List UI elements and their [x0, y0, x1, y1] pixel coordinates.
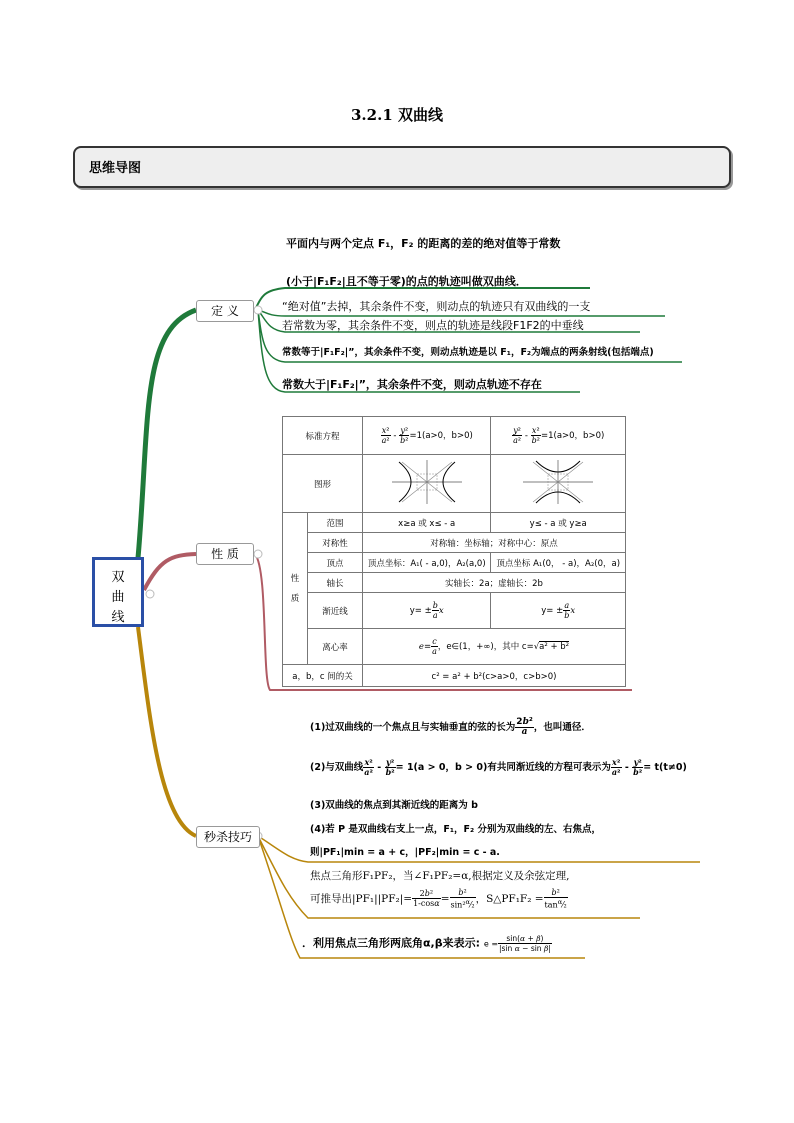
- tip-3: (3)双曲线的焦点到其渐近线的距离为 b: [310, 800, 478, 811]
- tip-5b: 可推导出|PF₁||PF₂|= $\frac{\text{2b²}}{1-\cos\alpha}$ = $\frac{\text{b²}}{\sin^2^\alpha⁄_2}$ ，S△PF₁F₂ = $\frac{\text{b²}}{\tan^\alpha⁄_2}$: [310, 888, 567, 910]
- definition-line-0: 平面内与两个定点 F₁，F₂ 的距离的差的绝对值等于常数: [286, 237, 561, 250]
- row-relation-label: a，b，c 间的关: [283, 665, 363, 687]
- asymptote-1: y= ± $\frac{b}{a}$ x: [363, 593, 491, 629]
- graph-horizontal: [363, 455, 491, 513]
- properties-table: [282, 416, 626, 687]
- row-range-label: 范围: [308, 513, 363, 533]
- center-node: [92, 557, 144, 627]
- definition-line-2: “绝对值”去掉，其余条件不变，则动点的轨迹只有双曲线的一支: [282, 300, 591, 313]
- definition-line-5: 常数大于|F₁F₂|”，其余条件不变，则动点轨迹不存在: [282, 378, 542, 391]
- row-axis-label: 轴长: [308, 573, 363, 593]
- definition-node: 定 义: [196, 300, 254, 322]
- axis-value: 实轴长：2a；虚轴长：2b: [363, 573, 626, 593]
- symmetry-value: 对称轴：坐标轴；对称中心：原点: [363, 533, 626, 553]
- banner-label: 思维导图: [89, 161, 142, 176]
- tips-node: 秒杀技巧: [196, 826, 260, 848]
- properties-node: 性 质: [196, 543, 254, 565]
- graph-vertical: [491, 455, 626, 513]
- vertex-1: 顶点坐标：A₁( - a,0)，A₂(a,0): [363, 553, 491, 573]
- asymptote-2: y= ± $\frac{a}{b}$ x: [491, 593, 626, 629]
- definition-line-1: (小于|F₁F₂|且不等于零)的点的轨迹叫做双曲线．: [286, 275, 527, 288]
- side-label: 性 质: [283, 513, 308, 665]
- eccentricity-value: e= $\frac{c}{a}$ ，e∈(1，+∞)，其中 c=√a² + b²: [363, 629, 626, 665]
- row-eccentricity-label: 离心率: [308, 629, 363, 665]
- page-title: 3.2.1 双曲线: [351, 106, 443, 124]
- std-eq-1: $\frac{\text{x²}}{\text{a²}}$ - $\frac{\text{y²}}{\text{b²}}$ =1(a>0，b>0): [363, 417, 491, 455]
- tip-4: (4)若 P 是双曲线右支上一点，F₁，F₂ 分别为双曲线的左、右焦点，: [310, 824, 601, 835]
- std-eq-2: $\frac{\text{y²}}{\text{a²}}$ - $\frac{\text{x²}}{\text{b²}}$ =1(a>0，b>0): [491, 417, 626, 455]
- range-2: y≤ - a 或 y≥a: [491, 513, 626, 533]
- definition-line-4: 常数等于|F₁F₂|”，其余条件不变，则动点轨迹是以 F₁，F₂为端点的两条射线(包括端点): [282, 347, 654, 358]
- vertex-2: 顶点坐标 A₁(0， - a)，A₂(0，a): [491, 553, 626, 573]
- center-label: 双曲线: [111, 570, 125, 625]
- row-std-eq-label: 标准方程: [283, 417, 363, 455]
- definition-line-3: 若常数为零，其余条件不变，则点的轨迹是线段F1F2的中垂线: [282, 319, 584, 332]
- hyperbola-vertical-graph: [518, 457, 598, 507]
- relation-value: c² = a² + b²(c>a>0，c>b>0): [363, 665, 626, 687]
- tip-2: (2)与双曲线 $\frac{\text{x²}}{\text{a²}}$ - $\frac{\text{y²}}{\text{b²}}$ = 1(a > 0，b > 0)有共同渐近线的方程可表示为 $\frac{\text{x²}}{\text{a²}}$ - $\frac{\text{y²}}{\text{b²}}$ = t(t≠0): [310, 757, 687, 777]
- row-symmetry-label: 对称性: [308, 533, 363, 553]
- hyperbola-horizontal-graph: [387, 457, 467, 507]
- tip-1: (1)过双曲线的一个焦点且与实轴垂直的弦的长为 $\frac{\text{2b²}}{a}$ ，也叫通径．: [310, 717, 591, 737]
- row-asymptote-label: 渐近线: [308, 593, 363, 629]
- tip-5a: 焦点三角形F₁PF₂，当∠F₁PF₂=α,根据定义及余弦定理,: [310, 870, 570, 882]
- range-1: x≥a 或 x≤ - a: [363, 513, 491, 533]
- tip-6: ．利用焦点三角形两底角α,β来表示: e = $\frac{\sin(\alpha + \beta)}{\text{|sin α − sin β|}}$: [302, 934, 551, 953]
- tip-4b: 则|PF₁|min = a + c，|PF₂|min = c - a.: [310, 847, 500, 858]
- row-vertex-label: 顶点: [308, 553, 363, 573]
- row-graph-label: 图形: [283, 455, 363, 513]
